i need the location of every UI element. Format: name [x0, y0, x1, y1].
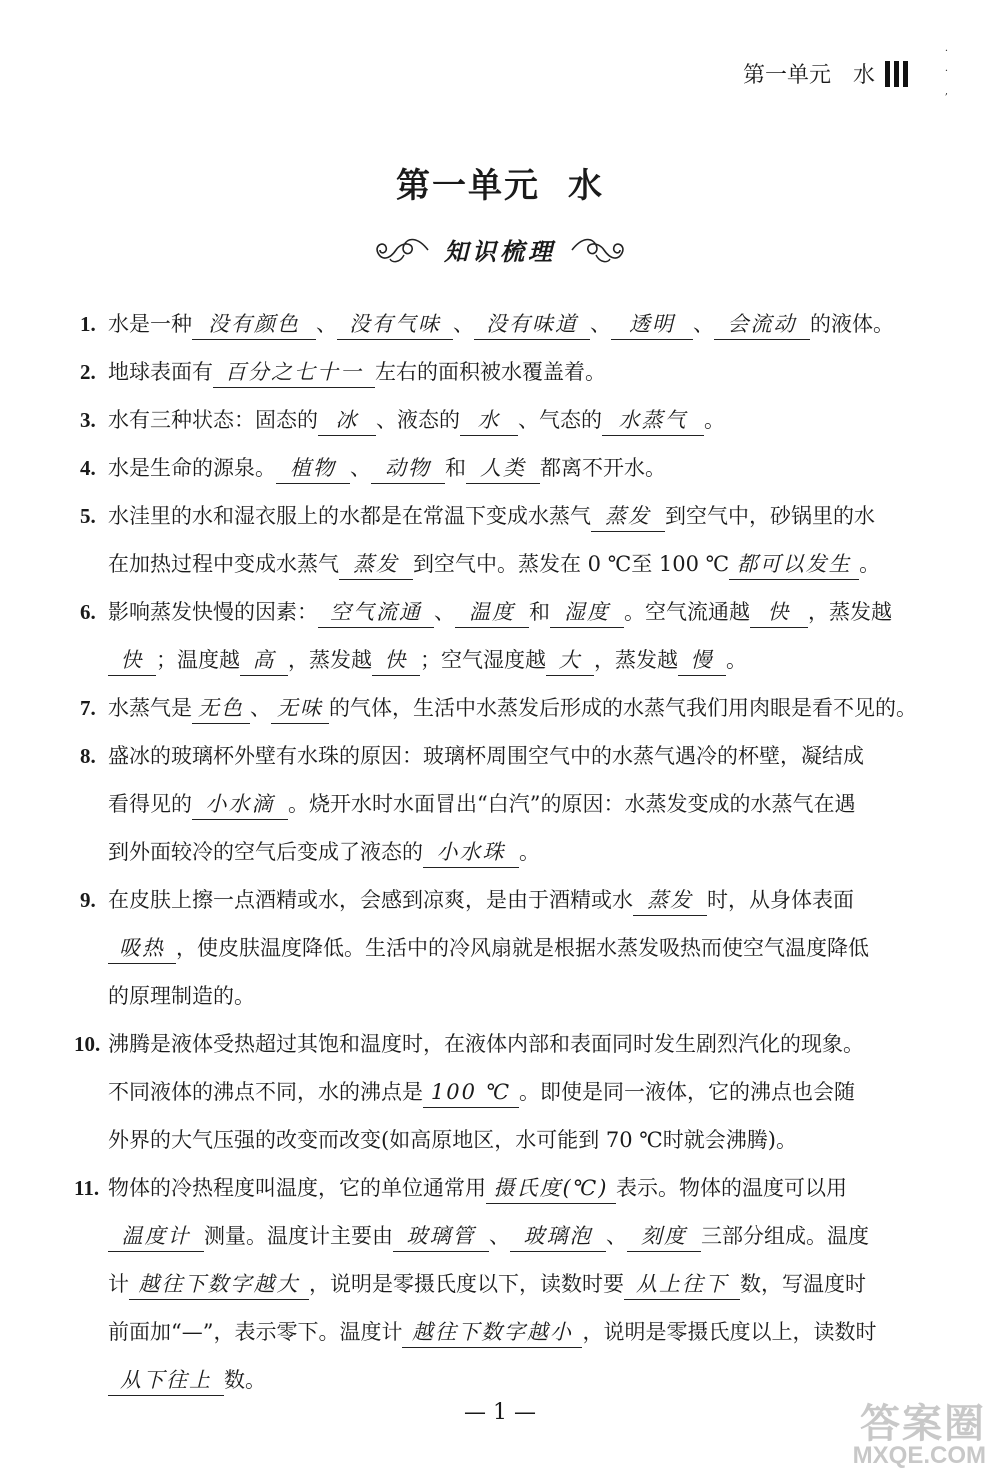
answer-blank: 从下往上	[108, 1365, 224, 1396]
unit-title	[0, 158, 1000, 207]
item-text: ；空气湿度越	[420, 648, 546, 672]
answer-blank: 温度	[455, 597, 529, 628]
item-text: 、	[434, 600, 455, 624]
item-text: 水洼里的水和湿衣服上的水都是在常温下变成水蒸气	[108, 504, 591, 528]
item-text: 、气态的	[518, 408, 602, 432]
item-text: 。即使是同一液体，它的沸点也会随	[519, 1080, 855, 1104]
item-text: 。烧开水时水面冒出“白汽”的原因：水蒸发变成的水蒸气在遇	[288, 792, 856, 816]
answer-blank: 百分之七十一	[213, 357, 375, 388]
item-text: 都离不开水。	[540, 456, 666, 480]
item-number: 5.	[80, 504, 96, 528]
item-text: 水蒸气是	[108, 696, 192, 720]
header-bars-ornament	[885, 61, 908, 87]
item-text: 的气体，生活中水蒸发后形成的水蒸气我们用肉眼是看不见的。	[329, 696, 917, 720]
list-item	[80, 876, 942, 1020]
item-text: 物体的冷热程度叫温度，它的单位通常用	[108, 1176, 486, 1200]
item-text: ，说明是零摄氏度以下，读数时要	[309, 1272, 624, 1296]
item-number: 3.	[80, 408, 96, 432]
right-flourish-icon	[570, 233, 626, 267]
item-number: 10.	[74, 1032, 101, 1056]
item-text: 和	[445, 456, 466, 480]
item-text: 外界的大气压强的改变而改变(如高原地区，水可能到 70 ℃时就会沸腾)。	[108, 1128, 797, 1152]
item-text: 测量。温度计主要由	[204, 1224, 393, 1248]
item-number: 8.	[80, 744, 96, 768]
item-text: 在加热过程中变成水蒸气	[108, 552, 339, 576]
answer-blank: 蒸发	[591, 501, 665, 532]
answer-blank: 没有气味	[337, 309, 453, 340]
list-item	[80, 300, 942, 348]
answer-blank: 空气流通	[318, 597, 434, 628]
item-text: 前面加“—”，表示零下。温度计	[108, 1320, 403, 1344]
item-number: 11.	[74, 1176, 100, 1200]
item-text: 三部分组成。温度	[701, 1224, 869, 1248]
answer-blank: 高	[240, 645, 288, 676]
list-item	[74, 1164, 942, 1404]
left-flourish-icon	[374, 233, 430, 267]
item-text: 、	[250, 696, 271, 720]
section-heading	[0, 232, 1000, 267]
answer-blank: 蒸发	[339, 549, 413, 580]
section-heading-label: 知识梳理	[444, 237, 556, 266]
unit-title-part1: 第一单元	[396, 166, 540, 206]
item-text: 看得见的	[108, 792, 192, 816]
item-text: 。	[704, 408, 725, 432]
answer-blank: 吸热	[108, 933, 176, 964]
list-item	[74, 1020, 942, 1164]
answer-blank: 蒸发	[633, 885, 707, 916]
item-text: 水有三种状态：固态的	[108, 408, 318, 432]
item-text: 到外面较冷的空气后变成了液态的	[108, 840, 423, 864]
item-text: 沸腾是液体受热超过其饱和温度时，在液体内部和表面同时发生剧烈汽化的现象。	[108, 1032, 864, 1056]
list-item	[80, 588, 942, 684]
answer-blank: 快	[750, 597, 808, 628]
answer-blank: 都可以发生	[729, 549, 859, 580]
item-text: 和	[529, 600, 550, 624]
item-text: 数，写温度时	[740, 1272, 866, 1296]
item-text: 、	[453, 312, 474, 336]
item-text: 到空气中。蒸发在 0 ℃至 100 ℃	[413, 552, 730, 576]
answer-blank: 人类	[466, 453, 540, 484]
item-text: 。	[859, 552, 881, 576]
item-text: 。空气流通越	[624, 600, 750, 624]
item-text: 、	[606, 1224, 627, 1248]
answer-blank: 透明	[611, 309, 693, 340]
answer-blank: 湿度	[550, 597, 624, 628]
item-text: 水是生命的源泉。	[108, 456, 276, 480]
site-watermark	[853, 1404, 986, 1468]
item-text: 、	[489, 1224, 510, 1248]
item-number: 6.	[80, 600, 96, 624]
answer-blank: 植物	[276, 453, 350, 484]
answer-blank: 会流动	[714, 309, 810, 340]
item-text: 。	[519, 840, 540, 864]
answer-blank: 大	[546, 645, 594, 676]
answer-blank: 无味	[271, 693, 329, 724]
item-text: 数。	[224, 1368, 266, 1392]
answer-blank: 小水滴	[192, 789, 288, 820]
item-text: 影响蒸发快慢的因素：	[108, 600, 318, 624]
item-text: 表示。物体的温度可以用	[616, 1176, 847, 1200]
header-dots-ornament: · · ,	[944, 46, 948, 97]
answer-blank: 没有味道	[474, 309, 590, 340]
item-text: 、液态的	[376, 408, 460, 432]
answer-blank: 冰	[318, 405, 376, 436]
item-text: 、	[350, 456, 371, 480]
item-number: 9.	[80, 888, 96, 912]
answer-blank: 从上往下	[624, 1269, 740, 1300]
item-text: 不同液体的沸点不同，水的沸点是	[108, 1080, 423, 1104]
answer-blank: 没有颜色	[192, 309, 316, 340]
item-text: ，使皮肤温度降低。生活中的冷风扇就是根据水蒸发吸热而使空气温度降低	[176, 936, 869, 960]
item-text: 。	[726, 648, 747, 672]
answer-blank: 100 ℃	[423, 1077, 519, 1108]
list-item	[80, 444, 942, 492]
item-text: ，说明是零摄氏度以上，读数时	[582, 1320, 877, 1344]
item-text: 计	[108, 1272, 129, 1296]
item-text: 、	[693, 312, 714, 336]
list-item	[80, 684, 942, 732]
answer-blank: 温度计	[108, 1221, 204, 1252]
answer-blank: 动物	[371, 453, 445, 484]
answer-blank: 越往下数字越小	[402, 1317, 582, 1348]
item-number: 1.	[80, 312, 96, 336]
item-text: 的液体。	[810, 312, 894, 336]
answer-blank: 玻璃泡	[510, 1221, 606, 1252]
answer-blank: 快	[372, 645, 420, 676]
item-number: 2.	[80, 360, 96, 384]
item-text: 左右的面积被水覆盖着。	[375, 360, 606, 384]
item-text: 水是一种	[108, 312, 192, 336]
item-text: ，蒸发越	[288, 648, 372, 672]
running-title: 第一单元 水	[742, 63, 875, 88]
item-text: 的原理制造的。	[108, 984, 255, 1008]
item-text: 到空气中，砂锅里的水	[665, 504, 875, 528]
answer-blank: 慢	[678, 645, 726, 676]
list-item	[80, 492, 942, 588]
answer-blank: 无色	[192, 693, 250, 724]
watermark-top: 答案圈	[860, 1402, 986, 1446]
list-item	[80, 732, 942, 876]
item-text: 盛冰的玻璃杯外壁有水珠的原因：玻璃杯周围空气中的水蒸气遇冷的杯壁，凝结成	[108, 744, 864, 768]
item-text: ，蒸发越	[808, 600, 892, 624]
answer-blank: 越往下数字越大	[129, 1269, 309, 1300]
knowledge-list	[74, 300, 942, 1404]
unit-title-part2: 水	[568, 166, 604, 206]
item-text: 、	[590, 312, 611, 336]
item-text: 、	[316, 312, 337, 336]
item-text: ，蒸发越	[594, 648, 678, 672]
page-number: — 1 —	[464, 1400, 536, 1425]
list-item	[80, 348, 942, 396]
answer-blank: 玻璃管	[393, 1221, 489, 1252]
answer-blank: 快	[108, 645, 156, 676]
list-item	[80, 396, 942, 444]
answer-blank: 水蒸气	[602, 405, 704, 436]
item-number: 7.	[80, 696, 96, 720]
item-text: ；温度越	[156, 648, 240, 672]
item-number: 4.	[80, 456, 96, 480]
watermark-bottom: MXQE.COM	[852, 1442, 986, 1469]
item-text: 时，从身体表面	[707, 888, 854, 912]
running-header	[742, 46, 948, 97]
item-text: 地球表面有	[108, 360, 213, 384]
answer-blank: 刻度	[627, 1221, 701, 1252]
answer-blank: 摄氏度(℃)	[486, 1173, 616, 1204]
answer-blank: 小水珠	[423, 837, 519, 868]
answer-blank: 水	[460, 405, 518, 436]
item-text: 在皮肤上擦一点酒精或水，会感到凉爽，是由于酒精或水	[108, 888, 633, 912]
